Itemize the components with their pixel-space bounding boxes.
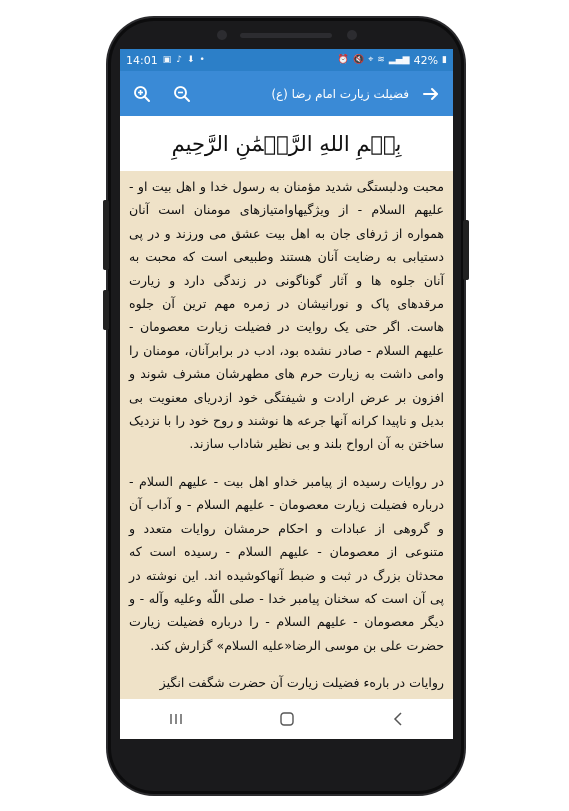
battery-icon: ▮ — [442, 55, 447, 65]
mute-icon: 🔇 — [352, 55, 365, 65]
back-button[interactable] — [417, 80, 445, 108]
chevron-left-icon — [390, 711, 406, 727]
arrow-right-icon — [422, 85, 440, 103]
zoom-out-button[interactable] — [168, 80, 196, 108]
notification-dot-icon: • — [199, 55, 205, 65]
page-title: فضیلت زیارت امام رضا (ع) — [271, 86, 409, 101]
screen — [120, 49, 453, 739]
zoom-out-icon — [173, 85, 191, 103]
basmala-text: بِسۡمِ اللهِ الرَّحۡمَٰنِ الرَّحِیمِ — [171, 131, 402, 156]
status-bar — [120, 49, 453, 71]
front-camera — [347, 30, 357, 40]
home-button[interactable] — [267, 704, 307, 734]
location-icon: ⌖ — [368, 55, 374, 65]
system-nav-bar — [120, 699, 453, 739]
volume-button — [103, 200, 109, 270]
battery-percent: 42% — [413, 53, 439, 67]
music-icon: ♪ — [176, 55, 182, 65]
signal-icon: ▂▄▆ — [388, 55, 410, 65]
zoom-in-button[interactable] — [128, 80, 156, 108]
sensor-dot — [217, 30, 227, 40]
gallery-icon: ▣ — [162, 55, 172, 65]
earpiece — [240, 33, 332, 38]
alarm-icon: ⏰ — [337, 55, 349, 65]
app-bar — [120, 71, 453, 116]
bixby-button — [103, 290, 109, 330]
paragraph: روایات در بارهء فضیلت زیارت آن حضرت شگفت انگیز — [159, 675, 444, 691]
wifi-icon: ≋ — [377, 55, 385, 65]
power-button — [463, 220, 469, 280]
recent-apps-icon — [168, 712, 184, 726]
zoom-in-icon — [133, 85, 151, 103]
paragraph: محبت ودلبستگی شدید مؤمنان به رسول خدا و اهل بیت او - علیهم السلام - از ویژگیهاوامتیازهای مومنان است آنان همواره از ژرفای جان به اهل بیت عشق می ورزند و در پی دستیابی به رضایت آنان هستند وطبیعی است که محبت به آنان جلوه ها و آثار گوناگونی در زندگی دارد و زیارت مرقدهای پاک و نورانیشان در زمره مهم ترین آن جلوه هاست. اگر حتی یک روایت در فضیلت زیارت معصومان - علیهم السلام - صادر نشده بود، ادب در برابرآنان، مومنان را وامی داشت به زیارت حرم های مطهرشان مشرف شوند و افزون بر عرض ارادت و شیفتگی خود ازدریای معنویت بی بدیل و ناپیدا کرانه آنها جرعه ها نوشند و روح خود را با نزدیک ساختن به آن ارواح بلند و بی نظیر شاداب سازند. — [129, 179, 444, 452]
download-icon: ⬇ — [186, 55, 195, 65]
home-icon — [279, 711, 295, 727]
article-body[interactable] — [120, 171, 453, 695]
status-time: 14:01 — [126, 53, 158, 67]
recent-apps-button[interactable] — [156, 704, 196, 734]
paragraph: در روایات رسیده از پیامبر خداو اهل بیت - علیهم السلام - درباره فضیلت زیارت معصومان - علیهم السلام - و آداب آن و گروهی از عبادات و احکام حرمشان روایات متعدد و متنوعی از معصومان - علیهم السلام - رسیده است که محدثان بزرگ در ثبت و ضبط آنهاکوشیده اند. این نوشته در پی آن است که سخنان پیامبر خدا - صلی اللّه وعلیه وآله - و دیگر معصومان - علیهم السلام - را درباره فضیلت زیارت حضرت علی بن موسی الرضا«علیه السلام» گزارش کند. — [129, 473, 444, 653]
basmala-header — [120, 116, 453, 171]
back-nav-button[interactable] — [378, 704, 418, 734]
